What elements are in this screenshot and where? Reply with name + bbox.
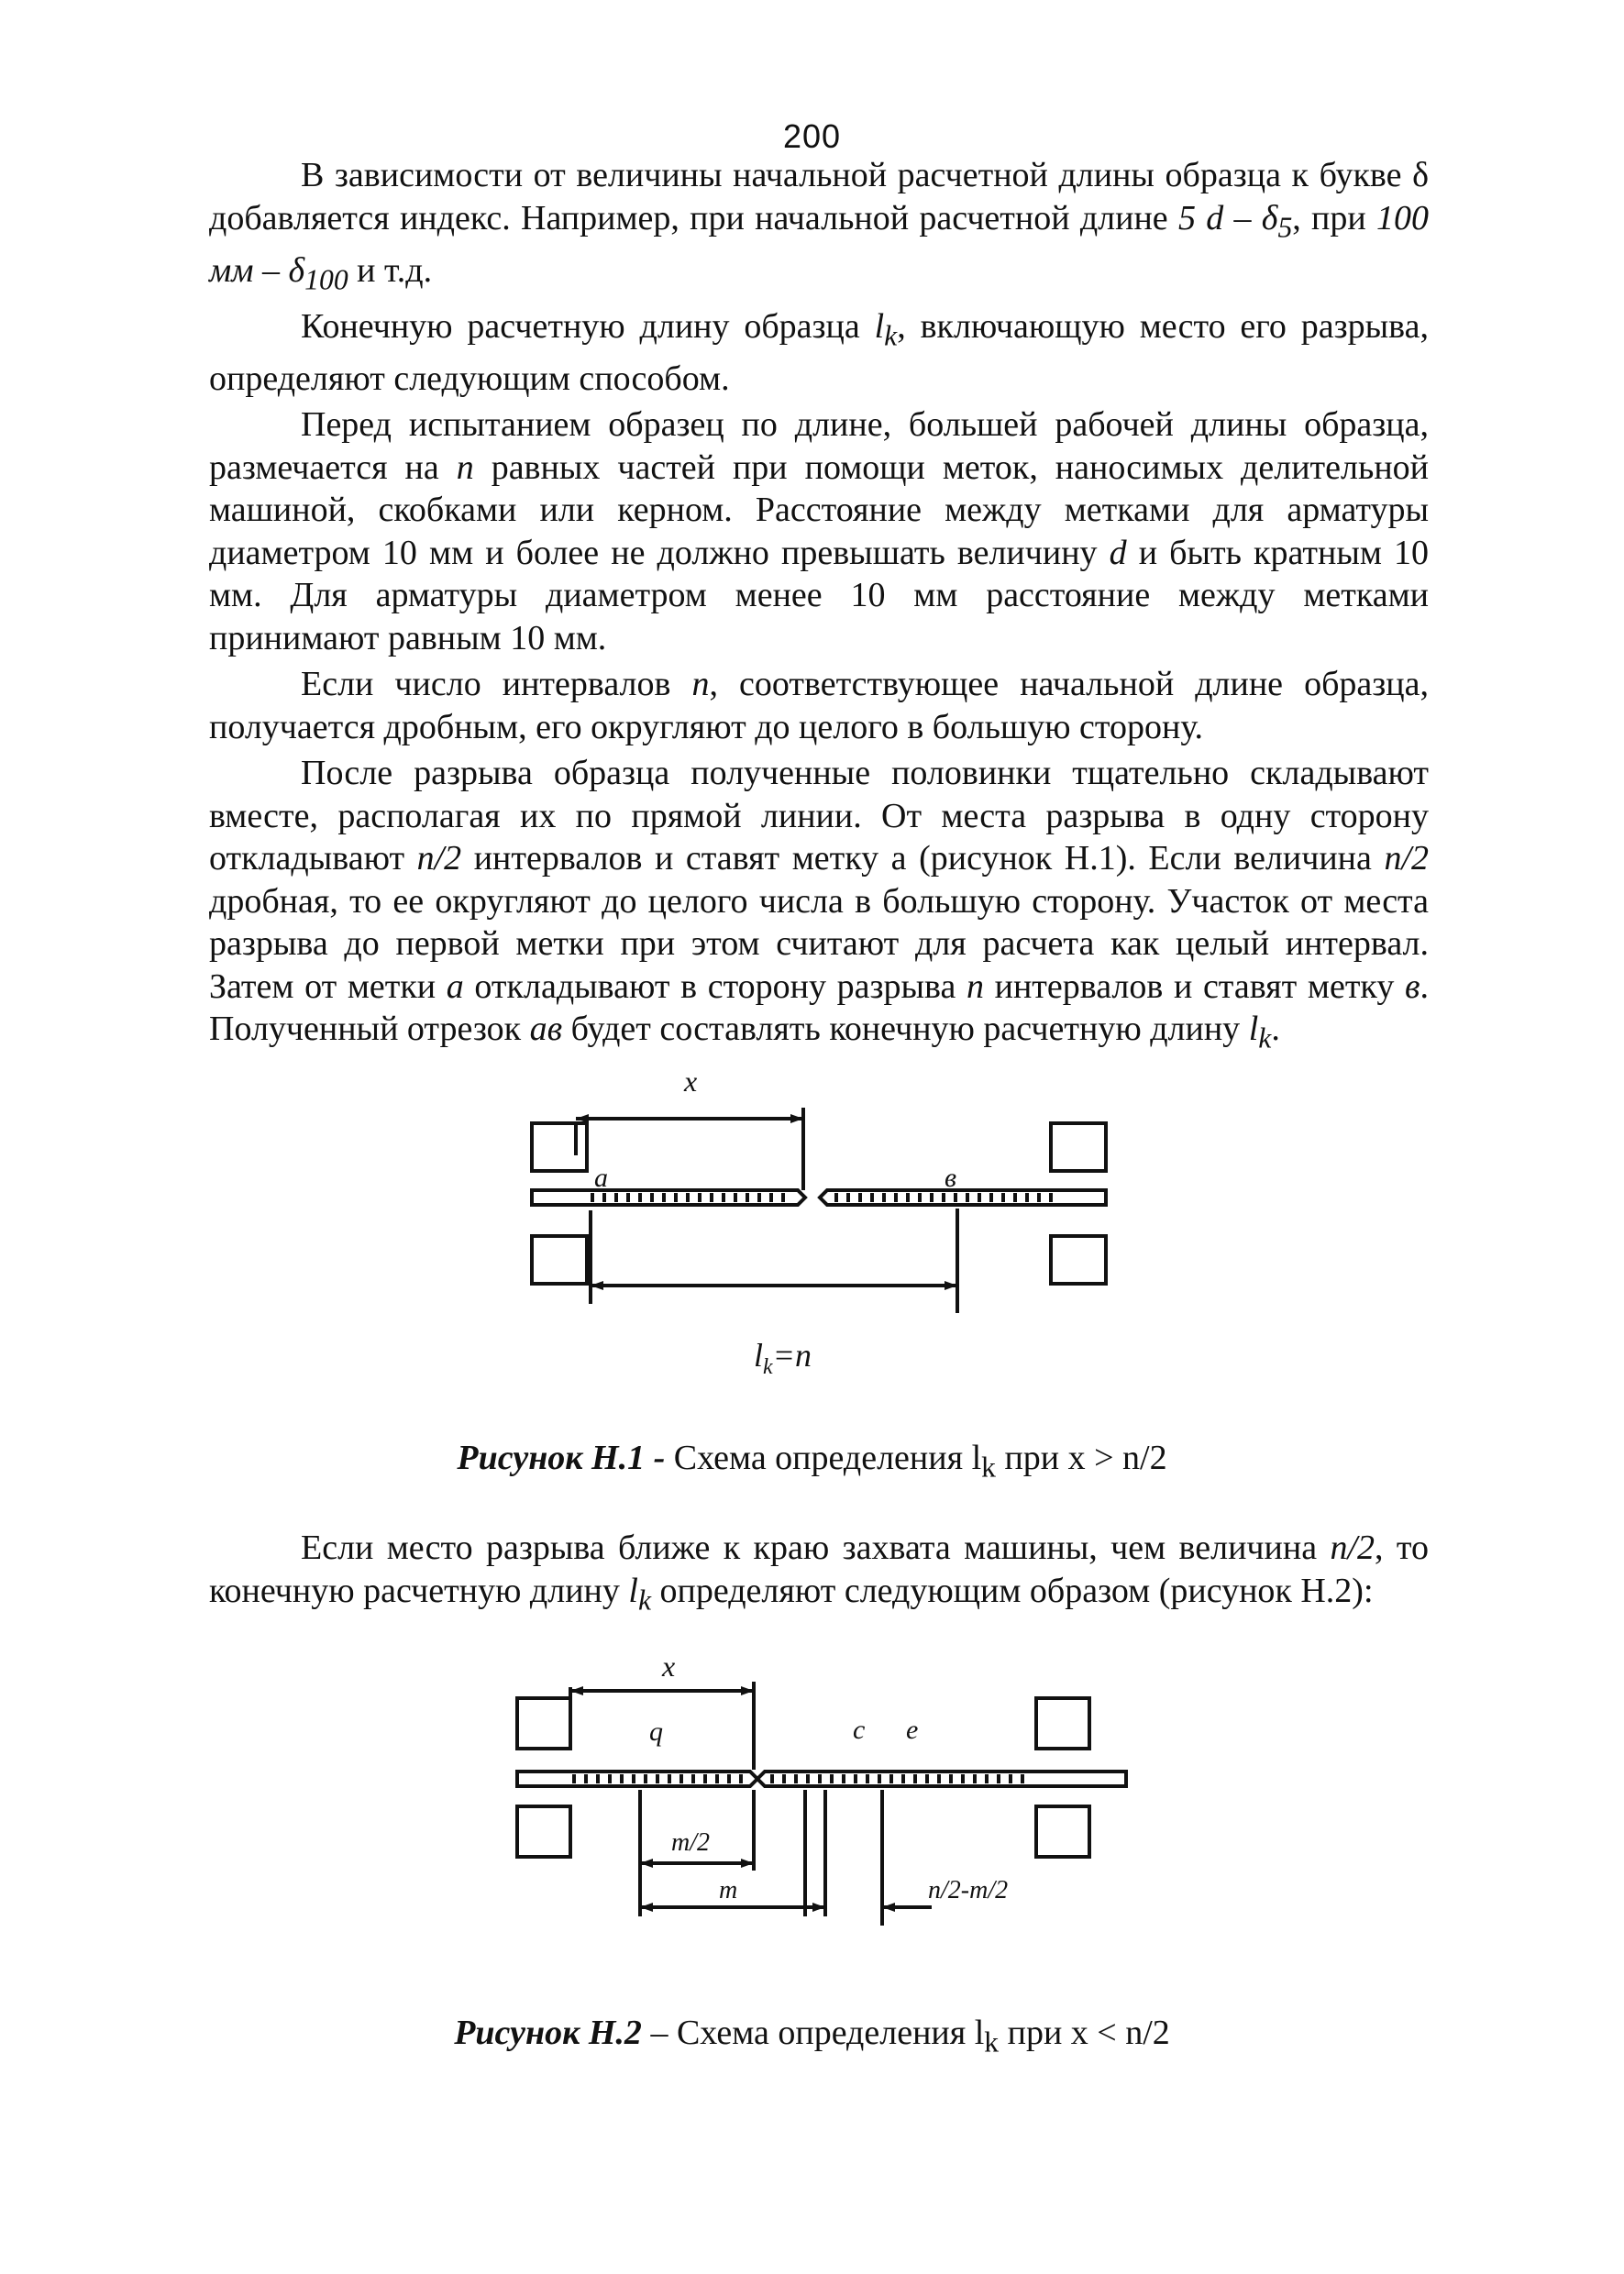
grip-top-right	[1036, 1698, 1089, 1749]
figure-h1	[514, 1064, 1174, 1412]
paragraph-1: В зависимости от величины начальной расчетной длины образца к букве δ добавляется индекс. Например, при начальной расчетной длине 5 d – $\delta_5$, при 100 мм – $\delta_{100}$ и т.д.	[209, 156, 1429, 296]
figure-h2-caption: Рисунок Н.2 – Схема определения $l_k$ при x < n/2	[454, 2014, 1170, 2059]
grip-bottom-right	[1036, 1806, 1089, 1857]
fig2-label-m: m	[719, 1876, 738, 1904]
fig2-label-nm: n/2-m/2	[928, 1876, 1009, 1904]
specimen-right-half	[757, 1772, 1126, 1786]
fig2-label-x: x	[662, 1650, 676, 1683]
specimen-left-half	[532, 1190, 805, 1205]
specimen-left-half	[517, 1772, 757, 1786]
fig1-label-b: в	[945, 1163, 957, 1193]
paragraph-3: Перед испытанием образец по длине, большей рабочей длины образца, размечается на n равных частей при помощи меток, наносимых делительной машиной, скобками или керном. Расстояние между метками для арматуры диаметром 10 мм и более не должно превышать величину d и быть кратным 10 мм. Для арматуры диаметром менее 10 мм расстояние между метками принимают равным 10 мм.	[209, 405, 1429, 657]
fig2-label-q: q	[649, 1717, 663, 1747]
fig1-label-x: x	[684, 1065, 698, 1098]
figure-h2	[510, 1650, 1152, 1962]
grip-bottom-right	[1051, 1236, 1106, 1284]
paragraph-6: Если место разрыва ближе к краю захвата машины, чем величина n/2, то конечную расчетную длину $l_k$ определяют следующим образом (рисунок Н.2):	[209, 1529, 1429, 1617]
grip-top-left	[517, 1698, 570, 1749]
grip-bottom-left	[517, 1806, 570, 1857]
paragraph-2: Конечную расчетную длину образца $l_k$, включающую место его разрыва, определяют следующим способом.	[209, 306, 1429, 398]
grip-top-right	[1051, 1123, 1106, 1171]
fig2-label-c: c	[853, 1715, 866, 1745]
fig1-label-lk: $l_k=n$	[754, 1337, 812, 1379]
fig1-label-a: a	[594, 1163, 608, 1193]
fig2-label-m2: m/2	[671, 1828, 710, 1857]
page-number: 200	[782, 117, 842, 155]
body-text	[209, 154, 1429, 1064]
fig2-label-e: e	[906, 1715, 919, 1745]
paragraph-5: После разрыва образца полученные половинки тщательно складывают вместе, располагая их по прямой линии. От места разрыва в одну сторону откладывают n/2 интервалов и ставят метку а (рисунок Н.1). Если величина n/2 дробная, то ее округляют до целого числа в большую сторону. Участок от места разрыва до первой метки при этом считают для расчета как целый интервал. Затем от метки а откладывают в сторону разрыва n интервалов и ставят метку в. Полученный отрезок ав будет составлять конечную расчетную длину $l_k$.	[209, 754, 1429, 1054]
grip-bottom-left	[532, 1236, 587, 1284]
grip-top-left	[532, 1123, 587, 1171]
specimen-right-half	[820, 1190, 1106, 1205]
paragraph-4: Если число интервалов n, соответствующее начальной длине образца, получается дробным, его округляют до целого в большую сторону.	[209, 665, 1429, 746]
figure-h1-caption: Рисунок Н.1 - Схема определения $l_k$ при x > n/2	[457, 1439, 1167, 1484]
